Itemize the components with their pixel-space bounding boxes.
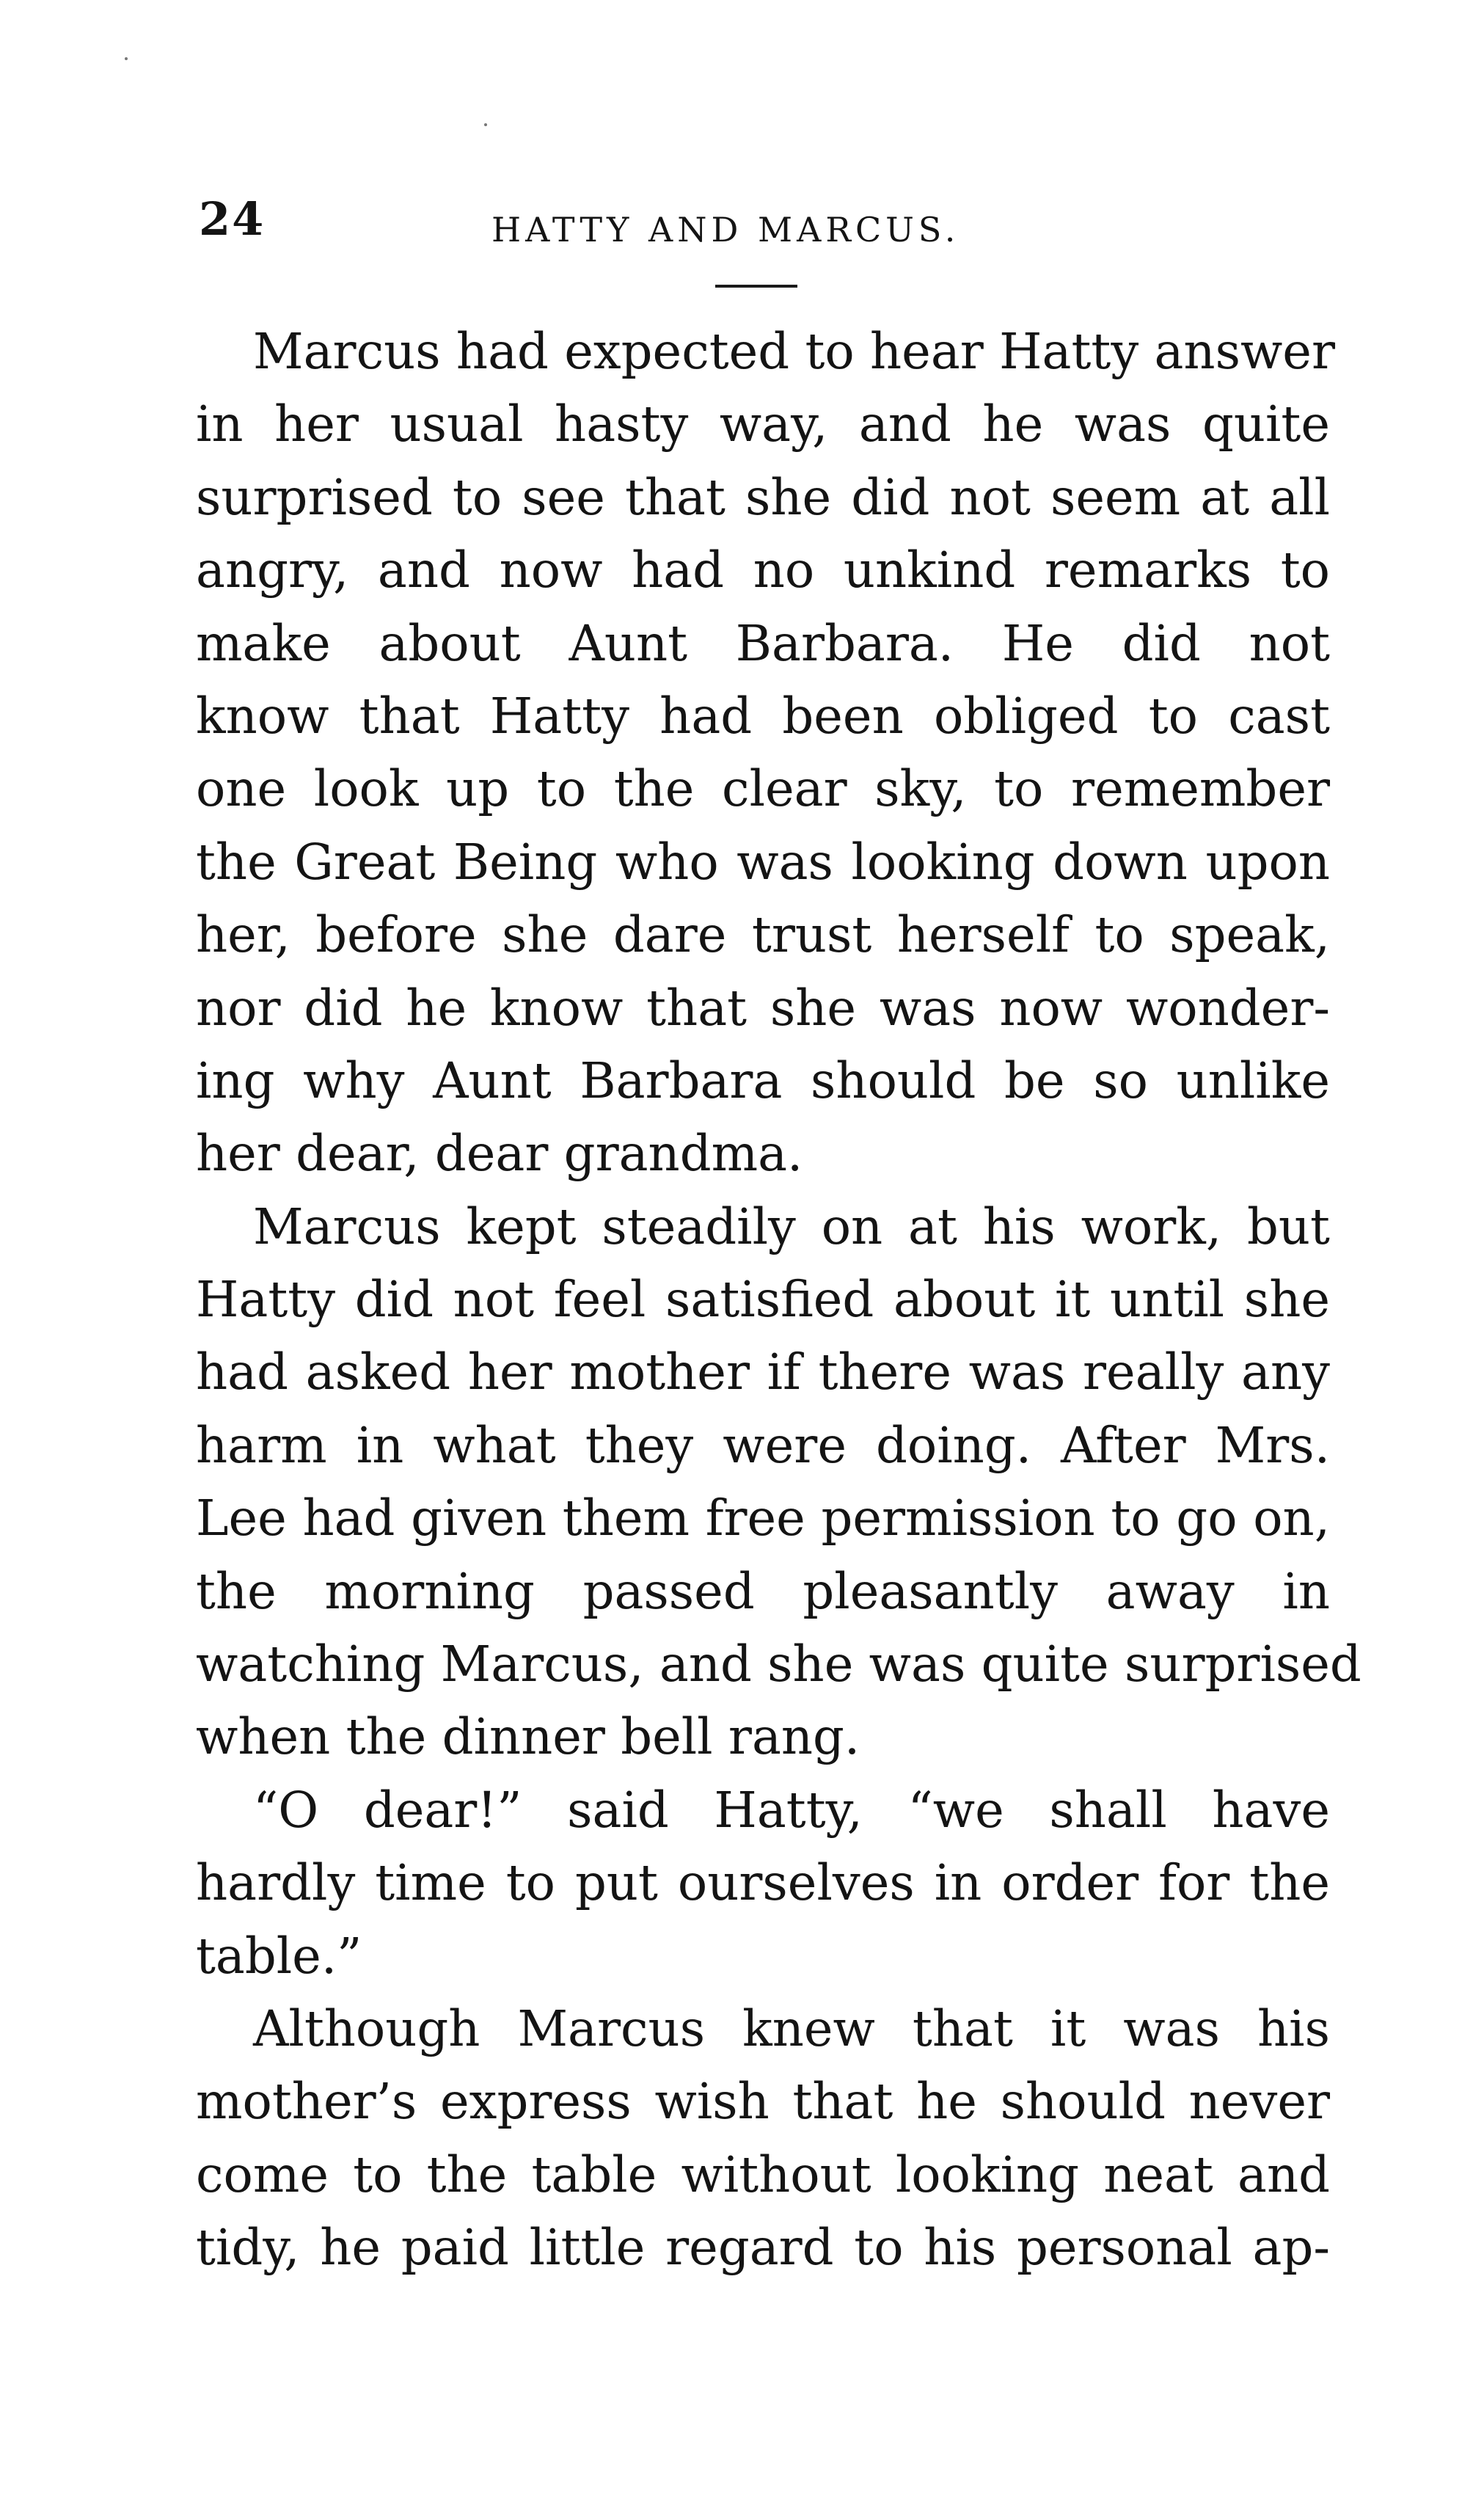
text-line: table.” (196, 1927, 362, 1985)
text-line: Hatty did not feel satisfied about it until she (196, 1271, 1330, 1329)
text-line: her dear, dear grandma. (196, 1125, 803, 1183)
text-line: Marcus had expected to hear Hatty answer (253, 323, 1335, 380)
text-line: surprised to see that she did not seem at all (196, 468, 1330, 526)
text-line: Lee had given them free permission to go on, (196, 1489, 1330, 1547)
body-text (196, 316, 1361, 2285)
text-line: make about Aunt Barbara. He did not (196, 614, 1330, 672)
text-line: tidy, he paid little regard to his personal ap- (196, 2219, 1330, 2277)
text-line: mother’s express wish that he should never (196, 2073, 1330, 2131)
text-line: her, before she dare trust herself to speak, (196, 906, 1330, 964)
text-line: the Great Being who was looking down upon (196, 833, 1330, 891)
text-line: come to the table without looking neat and (196, 2145, 1330, 2203)
text-line: when the dinner bell rang. (196, 1708, 860, 1766)
text-line: know that Hatty had been obliged to cast (196, 687, 1330, 745)
header-rule (715, 285, 797, 288)
text-line: the morning passed pleasantly away in (196, 1562, 1330, 1620)
text-line: nor did he know that she was now wonder- (196, 979, 1330, 1037)
text-line: angry, and now had no unkind remarks to (196, 542, 1330, 599)
text-line: Although Marcus knew that it was his (253, 1999, 1330, 2057)
running-head: HATTY AND MARCUS. (491, 210, 960, 249)
text-line: harm in what they were doing. After Mrs. (196, 1416, 1330, 1474)
text-line: had asked her mother if there was really any (196, 1343, 1330, 1401)
text-line: watching Marcus, and she was quite surprised (196, 1636, 1361, 1693)
text-line: hardly time to put ourselves in order for the (196, 1854, 1330, 1912)
text-line: one look up to the clear sky, to remember (196, 760, 1330, 818)
paper-speck (484, 123, 487, 126)
text-line: “O dear!” said Hatty, “we shall have (253, 1781, 1330, 1839)
text-line: Marcus kept steadily on at his work, but (253, 1197, 1330, 1255)
text-line: ing why Aunt Barbara should be so unlike (196, 1051, 1330, 1109)
text-line: in her usual hasty way, and he was quite (196, 395, 1330, 453)
paper-speck (125, 57, 128, 60)
page-number: 24 (199, 192, 266, 246)
